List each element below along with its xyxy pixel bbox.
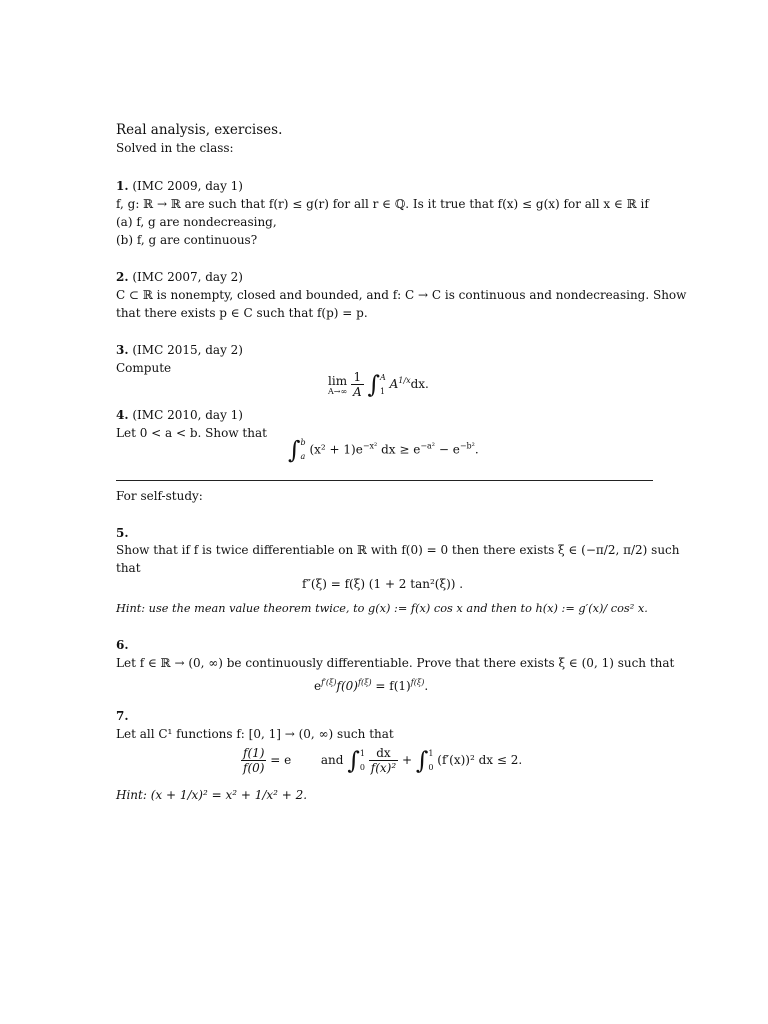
problem-source: (IMC 2009, day 1): [132, 179, 243, 193]
problem-4-header: [116, 406, 653, 424]
problem-2-header: [116, 268, 653, 286]
euler-e: e: [314, 679, 322, 693]
section-divider: [116, 480, 653, 481]
limit-operator: [328, 374, 347, 396]
problem-2-line: that there exists p ∈ C such that f(p) = p.: [116, 306, 368, 320]
hint: Hint: (x + 1/x)² = x² + 1/x² + 2.: [116, 788, 308, 802]
integral-sign: ∫: [288, 436, 301, 464]
term: = f(1): [371, 679, 411, 693]
problem-number: 3.: [116, 343, 129, 357]
integrand: A: [389, 377, 399, 391]
problem-source: (IMC 2010, day 1): [132, 408, 243, 422]
numerator: dx: [369, 746, 398, 761]
and-text: and: [320, 753, 344, 767]
exponent: f′(ξ): [321, 678, 337, 687]
integrand: (x² + 1)e: [309, 442, 363, 457]
problem-number: 6.: [116, 638, 129, 652]
problem-source: (IMC 2007, day 2): [132, 270, 243, 284]
lower-limit: 1: [380, 386, 386, 396]
problem-1-line: f, g: ℝ → ℝ are such that f(r) ≤ g(r) for all r ∈ ℚ. Is it true that f(x) ≤ g(x) for all x ∈ ℝ if: [116, 197, 649, 211]
problem-3-line: Compute: [116, 361, 172, 375]
differential: dx.: [410, 377, 429, 391]
lower-limit: 0: [428, 762, 434, 772]
problem-number: 5.: [116, 526, 129, 540]
integral-sign: ∫: [367, 370, 380, 399]
integrand: (f′(x))² dx ≤ 2.: [437, 753, 523, 767]
integral-inequality: [288, 436, 479, 464]
equals-e: = e: [266, 753, 292, 767]
problem-number: 2.: [116, 270, 129, 284]
lim-subscript: A→∞: [328, 386, 348, 396]
plus: +: [401, 753, 413, 767]
equation: [314, 678, 428, 693]
self-study-heading: For self-study:: [116, 489, 203, 503]
problem-2-line: C ⊂ ℝ is nonempty, closed and bounded, and f: C → C is continuous and nondecreasing. Show: [116, 288, 687, 302]
problem-1-line: (b) f, g are continuous?: [116, 233, 258, 247]
upper-limit: 1: [359, 748, 365, 758]
period: .: [424, 679, 429, 693]
problem-number: 4.: [116, 408, 129, 422]
limit-integral-equation: [328, 370, 429, 399]
denominator: A: [352, 385, 362, 399]
problem-1-line: (a) f, g are nondecreasing,: [116, 215, 277, 229]
problem-4-line: Let 0 < a < b. Show that: [116, 426, 267, 440]
fraction: [241, 746, 266, 775]
page-title: Real analysis, exercises.: [116, 122, 283, 138]
upper-limit: A: [380, 372, 386, 382]
fraction: [369, 746, 398, 775]
exponent: −a²: [420, 441, 436, 451]
term: f(0): [336, 679, 358, 693]
minus: − e: [435, 442, 460, 457]
exponent: f(ξ): [358, 678, 372, 687]
exponent: f(ξ): [410, 678, 425, 687]
lower-limit: 0: [359, 762, 365, 772]
exponent: −b²: [459, 441, 475, 451]
problem-5-line: Show that if f is twice differentiable on ℝ with f(0) = 0 then there exists ξ ∈ (−π/2, π/2) such: [116, 543, 680, 557]
problem-number: 1.: [116, 179, 129, 193]
numerator: 1: [351, 370, 364, 385]
problem-number: 7.: [116, 709, 129, 723]
exponent: 1/x: [398, 376, 411, 385]
problem-source: (IMC 2015, day 2): [132, 343, 243, 357]
denominator: f(x)²: [370, 761, 397, 775]
integral-sign: ∫: [415, 746, 429, 775]
problem-5-line: that: [116, 561, 141, 575]
equation: f″(ξ) = f(ξ) (1 + 2 tan²(ξ)) .: [302, 577, 464, 591]
problem-6-line: Let f ∈ ℝ → (0, ∞) be continuously differentiable. Prove that there exists ξ ∈ (0, 1) such that: [116, 656, 675, 670]
subtitle: Solved in the class:: [116, 141, 234, 155]
fraction: [351, 370, 364, 399]
integral-sign: ∫: [347, 746, 360, 775]
exponent: −x²: [362, 441, 378, 451]
upper-limit: b: [300, 438, 306, 447]
numerator: f(1): [243, 746, 265, 760]
period: .: [474, 442, 479, 457]
denominator: f(0): [243, 761, 265, 775]
inequality-mid: dx ≥ e: [381, 442, 421, 457]
problem-3-header: [116, 341, 653, 359]
hint: Hint: use the mean value theorem twice, to g(x) := f(x) cos x and then to h(x) := g′(x)/ cos² x.: [116, 602, 648, 615]
problem-1-header: [116, 177, 653, 195]
lim-text: lim: [328, 373, 348, 388]
problem-7-line: Let all C¹ functions f: [0, 1] → (0, ∞) such that: [116, 727, 394, 741]
lower-limit: a: [300, 452, 306, 461]
upper-limit: 1: [428, 748, 434, 758]
condition-equations: [241, 746, 522, 775]
